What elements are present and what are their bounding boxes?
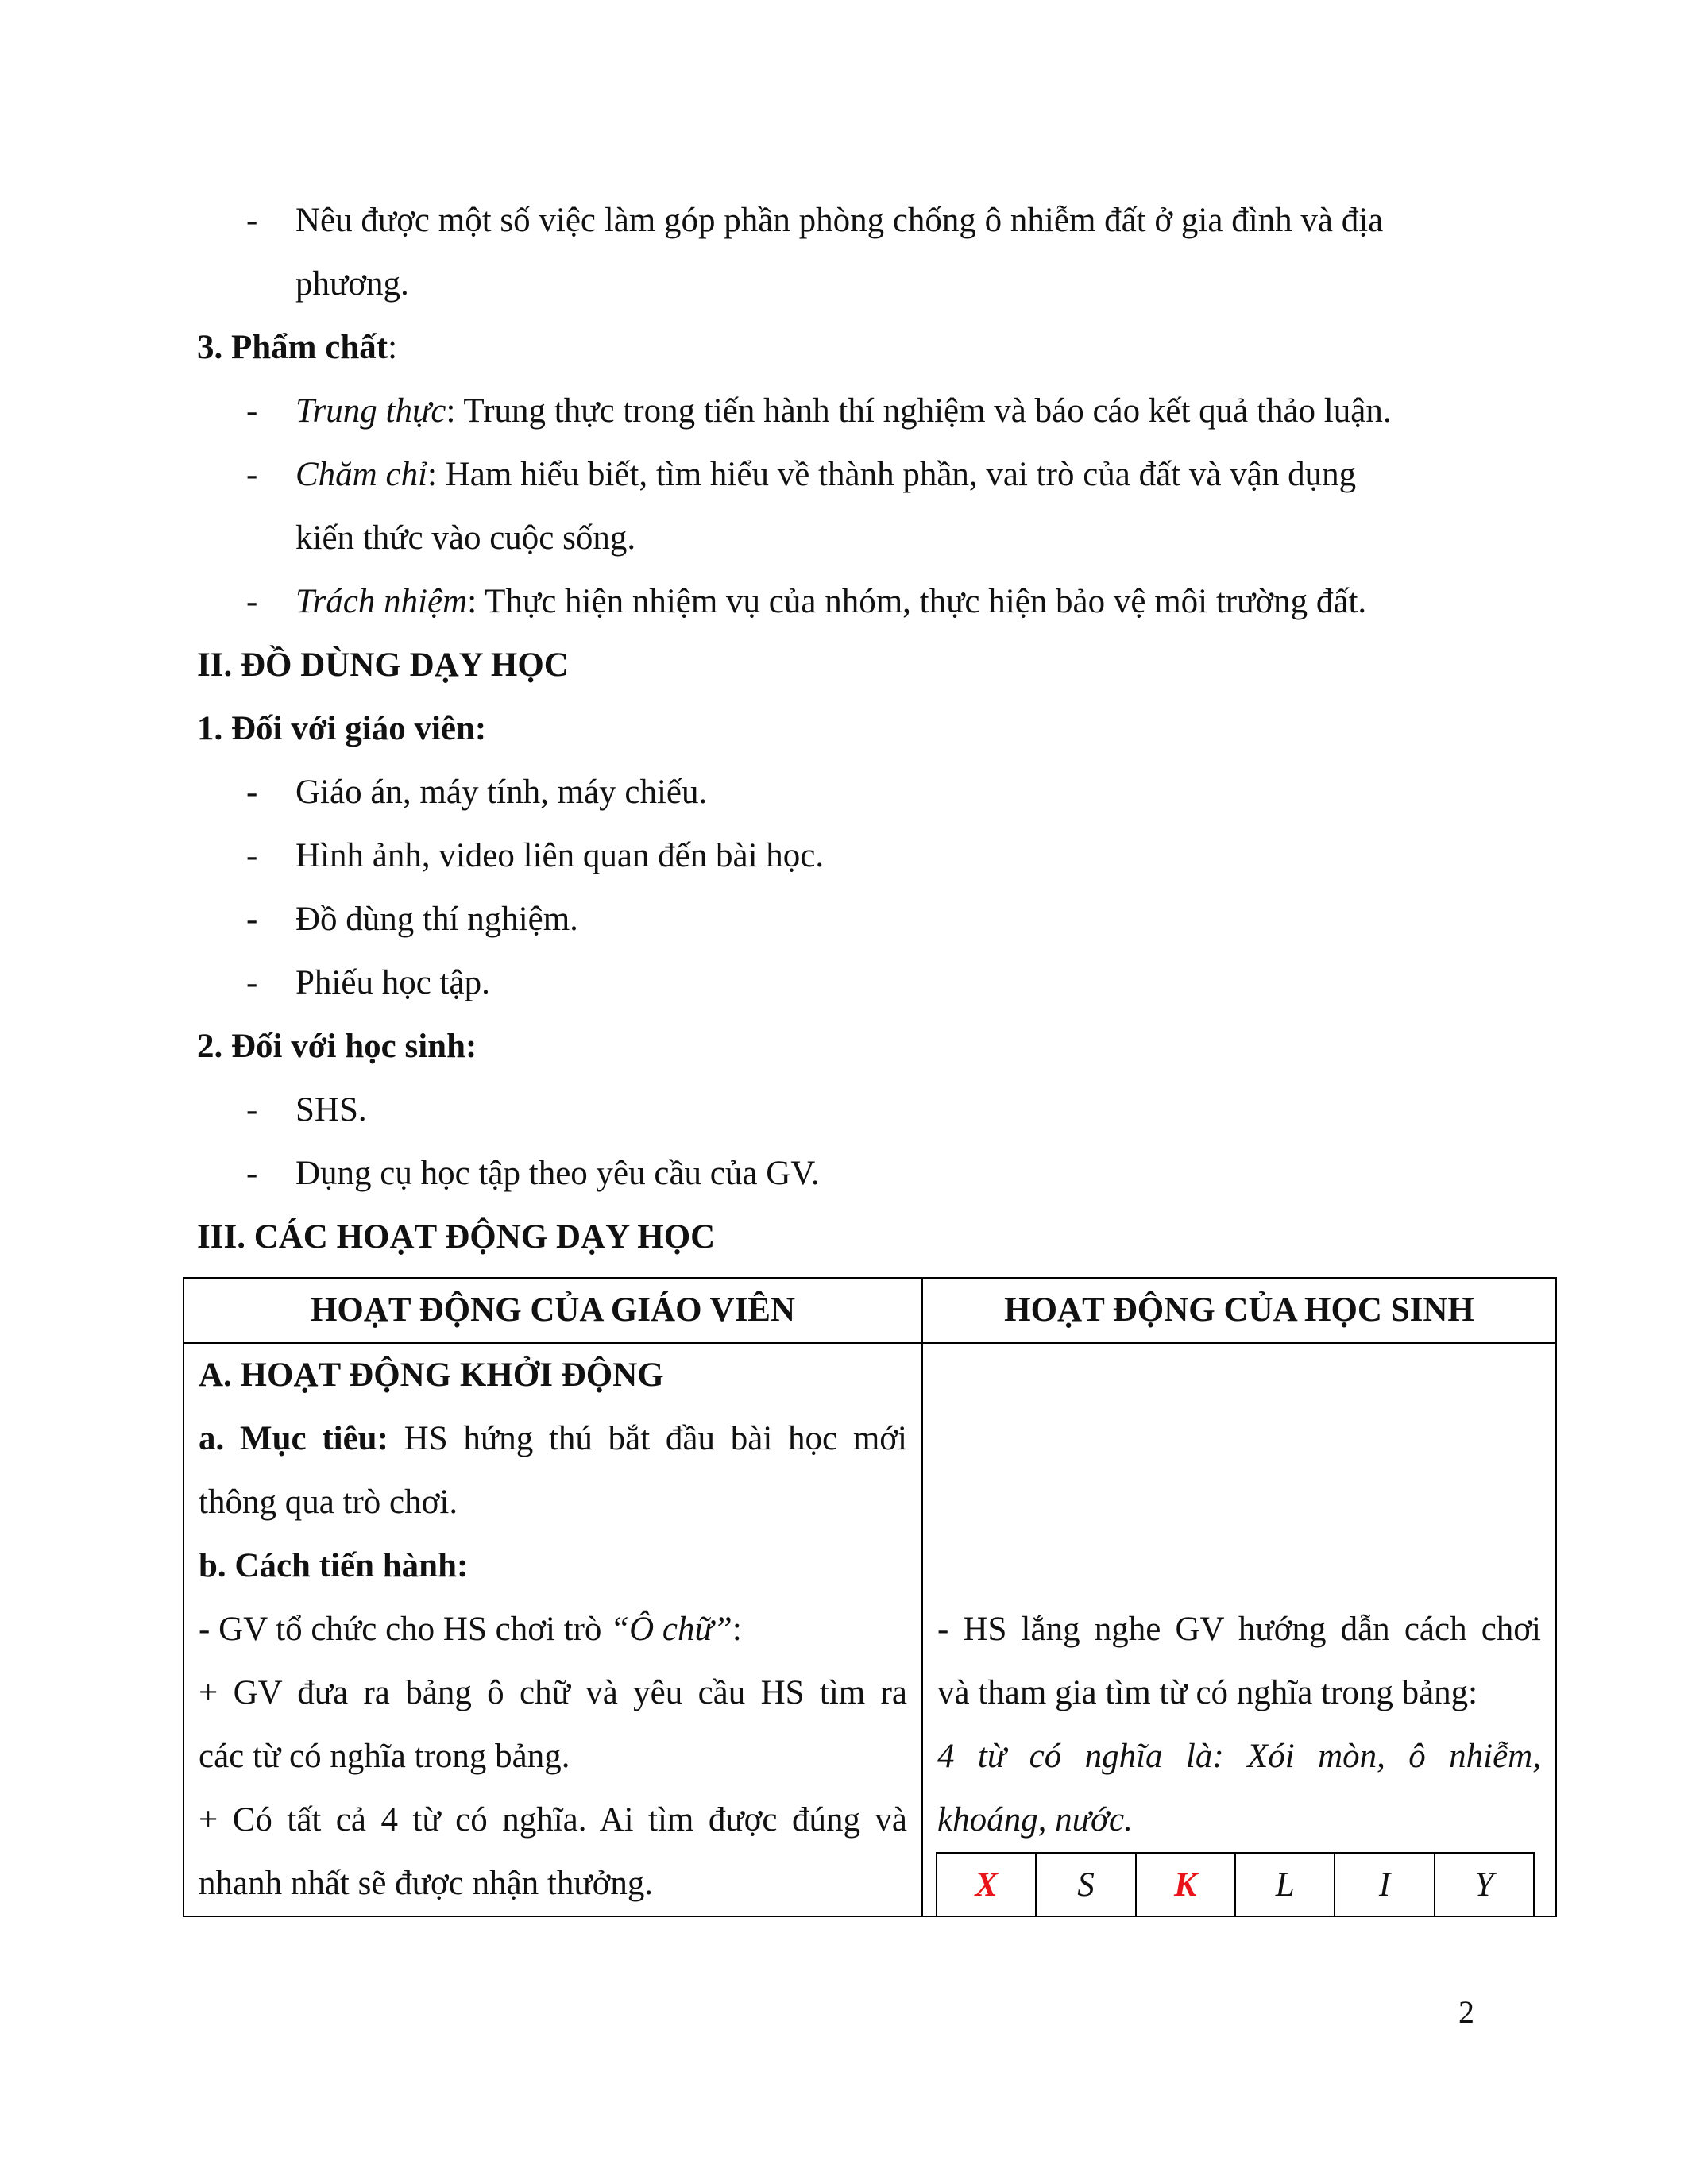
word-grid-row xyxy=(937,1853,1534,1916)
grid-cell: L xyxy=(1235,1853,1335,1916)
grid-cell: S xyxy=(1036,1853,1135,1916)
materials-heading: II. ĐỒ DÙNG DẠY HỌC xyxy=(197,646,569,684)
student-activity-cell: - HS lắng nghe GV hướng dẫn cách chơi và tham gia tìm từ có nghĩa trong bảng: 4 từ có nghĩa là: Xói mòn, ô nhiễm, khoáng, nước. xyxy=(922,1343,1556,1916)
teacher-materials-heading: 1. Đối với giáo viên: xyxy=(197,710,487,747)
teacher-activity-cell: A. HOẠT ĐỘNG KHỞI ĐỘNG a. Mục tiêu: HS hứng thú bắt đầu bài học mới thông qua trò chơi. b. Cách tiến hành: - GV tổ chức cho HS chơi trò “Ô chữ”: + GV đưa ra bảng ô chữ và yêu cầu HS tìm ra các từ có nghĩa trong bảng. + Có tất cả 4 từ có nghĩa. Ai tìm được đúng và nhanh nhất sẽ được nhận thưởng. xyxy=(183,1343,922,1916)
page-number: 2 xyxy=(1458,1994,1474,2030)
grid-cell: I xyxy=(1335,1853,1434,1916)
student-materials-heading: 2. Đối với học sinh: xyxy=(197,1028,477,1065)
table-row xyxy=(183,1343,1556,1916)
word-grid xyxy=(936,1852,1535,1917)
activities-table xyxy=(183,1277,1557,1917)
grid-cell: X xyxy=(937,1853,1036,1916)
qualities-heading: 3. Phẩm chất: xyxy=(197,329,398,366)
table-header-row xyxy=(183,1278,1556,1343)
grid-cell: K xyxy=(1136,1853,1235,1916)
activities-heading: III. CÁC HOẠT ĐỘNG DẠY HỌC xyxy=(197,1218,716,1256)
student-column-header: HOẠT ĐỘNG CỦA HỌC SINH xyxy=(922,1278,1556,1343)
grid-cell: Y xyxy=(1435,1853,1534,1916)
teacher-column-header: HOẠT ĐỘNG CỦA GIÁO VIÊN xyxy=(183,1278,922,1343)
document-page: - Nêu được một số việc làm góp phần phòng chống ô nhiễm đất ở gia đình và địa phương. 3. Phẩm chất: - Trung thực: Trung thực trong tiến hành thí nghiệm và báo cáo kết quả thảo luận. - Chăm chỉ: Ham hiểu biết, tìm hiểu về thành phần, vai trò của đất và vận dụng kiến thức vào cuộc sống. - Trách nhiệm: Thực hiện nhiệm vụ của nhóm, thực hiện bảo vệ môi trường đất. II. ĐỒ DÙNG DẠY HỌC 1. Đối với giáo viên: - Giáo án, máy tính, máy chiếu. - Hình ảnh, video liên quan đến bài học. - Đồ dùng thí nghiệm. - Phiếu học tập. 2. Đối với học sinh: - SHS. - Dụng cụ học tập theo yêu cầu của GV. III. CÁC HOẠT ĐỘNG DẠY HỌC HOẠT ĐỘNG CỦA GIÁO VIÊN HOẠT ĐỘNG CỦA HỌC SINH A. HOẠT ĐỘNG KHỞI ĐỘNG a. Mục tiêu: HS hứng thú bắt đầu bài học mới thông qua trò chơi. b. Cách tiến hành: - GV tổ chức cho HS chơi trò “Ô chữ”: + GV đưa ra bảng ô chữ và yêu cầu HS tìm ra các từ có nghĩa trong bảng. + Có tất cả 4 từ có nghĩa. Ai tìm được đúng và nhanh nhất sẽ được nhận thưởng. - HS lắng nghe GV hướng dẫn cách chơi và tham gia tìm từ có nghĩa trong bảng: 4 từ có nghĩa là: Xói mòn, ô nhiễm, khoáng, nước. X S K L I Y 2 xyxy=(0,0,1688,2184)
